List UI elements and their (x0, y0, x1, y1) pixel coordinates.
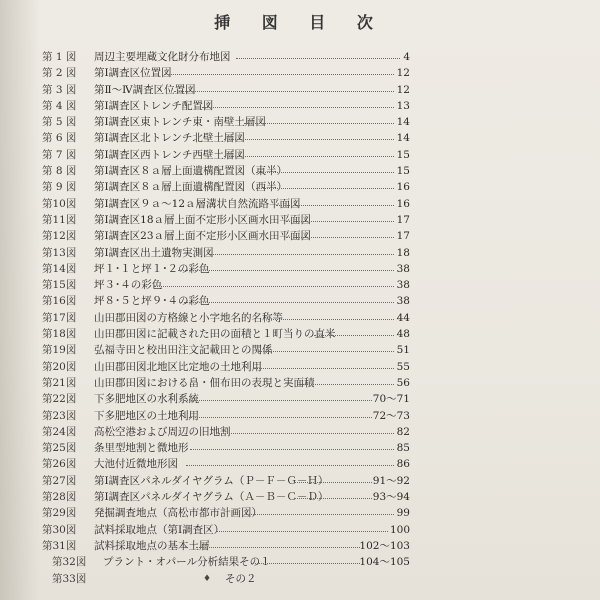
list-item (0, 114, 600, 130)
page-number: 16 (396, 181, 410, 194)
dot-leader (184, 400, 372, 401)
list-item (0, 456, 600, 472)
figure-title: 第Ⅰ調査区北トレンチ北壁土層図 (94, 132, 245, 145)
list-item (0, 179, 600, 195)
page-number: 91～92 (372, 474, 410, 487)
dot-leader (253, 563, 360, 564)
figure-number: 第27図 (42, 474, 77, 487)
list-item (0, 505, 600, 521)
list-item (0, 342, 600, 358)
list-item (0, 261, 600, 277)
list-item (0, 163, 600, 179)
list-item (0, 391, 600, 407)
figure-title: 周辺主要埋蔵文化財分布地図 (94, 51, 231, 63)
dot-leader (196, 547, 360, 548)
list-item (0, 571, 600, 587)
page-number: 86 (396, 458, 410, 471)
list-item (0, 489, 600, 505)
figure-number: 第 5 図 (42, 116, 77, 129)
figure-number: 第22図 (42, 393, 77, 406)
list-item (0, 82, 600, 98)
page-number: 104～105 (359, 556, 410, 569)
page-number: 12 (396, 83, 410, 96)
list-item (0, 538, 600, 554)
dot-leader (184, 417, 372, 418)
figure-number: 第 8 図 (42, 165, 77, 178)
figure-title: 山田郡田図北地区比定地の土地利用 (94, 360, 262, 373)
figure-title: 山田郡田図における畠・佃布田の表現と実面積 (94, 376, 315, 389)
figure-title: 第Ⅰ調査区出土遺物実測図 (94, 246, 214, 259)
figure-number: 第15図 (42, 279, 77, 292)
figure-number: 第29図 (42, 507, 77, 520)
figure-title: 第Ⅱ～Ⅳ調査区位置図 (94, 83, 196, 96)
figure-title: 山田郡田図に記載された田の面積と１町当りの直米 (94, 328, 336, 341)
figure-title: 第Ⅰ調査区トレンチ配置図 (94, 99, 214, 112)
page-number: 70～71 (372, 393, 410, 406)
figure-number: 第23図 (42, 409, 77, 422)
page-number: 56 (396, 376, 410, 389)
page-number: 38 (396, 295, 410, 308)
footer-mark: ♦ (203, 574, 212, 584)
figure-title: 大池付近微地形図 (94, 458, 178, 471)
figure-title: 下多肥地区の水利系統 (94, 393, 199, 406)
figure-title: 第Ⅰ調査区パネルダイヤグラム（Ｐ－Ｆ－Ｇ－Ｈ） (94, 474, 329, 487)
page-number: 85 (396, 442, 410, 455)
figure-title: 第Ⅰ調査区８ａ層上面遺構配置図（西半） (94, 181, 288, 194)
page-number: 15 (396, 148, 410, 161)
page-number: 44 (396, 311, 410, 324)
list-item (0, 277, 600, 293)
list-item (0, 554, 600, 570)
page-number: 93～94 (372, 491, 410, 504)
page-number: 15 (396, 165, 410, 178)
list-item (0, 65, 600, 81)
figure-title: 第Ⅰ調査区東トレンチ東・南壁土層図 (94, 116, 266, 129)
figure-number: 第28図 (42, 491, 77, 504)
page-number: 99 (396, 507, 410, 520)
figure-title: 第Ⅰ調査区９ａ～12ａ層溝状自然流路平面図 (94, 197, 301, 210)
list-item (0, 130, 600, 146)
figure-title: 高松空港および周辺の旧地割 (94, 425, 231, 438)
list-item (0, 408, 600, 424)
figure-title: 試料採取地点の基本土層 (94, 539, 210, 552)
figure-number: 第32図 (52, 556, 87, 569)
figure-number: 第26図 (42, 458, 77, 471)
figure-title: 条里型地割と微地形 (94, 442, 189, 455)
figure-title: 第Ⅰ調査区パネルダイヤグラム（Ａ－Ｂ－Ｃ－Ｄ） (94, 491, 329, 504)
figure-number: 第20図 (42, 360, 77, 373)
figure-number: 第 1 図 (42, 51, 77, 63)
list-item (0, 245, 600, 261)
figure-title: 第Ⅰ調査区23ａ層上面不定形小区画水田平面図 (94, 230, 312, 243)
figure-title: 第Ⅰ調査区18ａ層上面不定形小区画水田平面図 (94, 213, 312, 226)
figure-title: 弘福寺田と校出田注文記載田との関係 (94, 344, 273, 357)
page-number: 18 (396, 246, 410, 259)
figure-number: 第30図 (42, 523, 77, 536)
figure-number: 第16図 (42, 295, 77, 308)
page-number: 13 (396, 99, 410, 112)
figure-list (0, 49, 600, 587)
figure-number: 第14図 (42, 262, 77, 275)
figure-number: 第24図 (42, 425, 77, 438)
figure-title: 第Ⅰ調査区８ａ層上面遺構配置図（東半） (94, 165, 288, 178)
page-number: 38 (396, 262, 410, 275)
figure-number: 第18図 (42, 328, 77, 341)
page-number: 48 (396, 328, 410, 341)
figure-number: 第33図 (52, 572, 87, 585)
page-number: 17 (396, 230, 410, 243)
figure-title: 坪１･１と坪１･２の彩色 (94, 262, 210, 275)
list-item (0, 49, 600, 65)
page-number: 14 (396, 132, 410, 145)
figure-number: 第 6 図 (42, 132, 77, 145)
figure-title: 試料採取地点（第Ⅰ調査区） (94, 523, 225, 536)
figure-title: 坪８･５と坪９･４の彩色 (94, 295, 210, 308)
figure-number: 第 7 図 (42, 148, 77, 161)
figure-number: 第13図 (42, 246, 77, 259)
page-number: 14 (396, 116, 410, 129)
figure-number: 第12図 (42, 230, 77, 243)
figure-number: 第11図 (42, 213, 77, 226)
figure-number: 第31図 (42, 539, 77, 552)
list-item (0, 212, 600, 228)
list-item (0, 98, 600, 114)
list-item (0, 440, 600, 456)
list-item (0, 196, 600, 212)
figure-number: 第 3 図 (42, 83, 77, 96)
list-item (0, 522, 600, 538)
figure-number: 第 2 図 (42, 67, 77, 80)
list-item (0, 147, 600, 163)
figure-number: 第21図 (42, 376, 77, 389)
page-number: 100 (389, 523, 410, 536)
figure-number: 第 9 図 (42, 181, 77, 194)
figure-number: 第25図 (42, 442, 77, 455)
list-item (0, 375, 600, 391)
page-number: 12 (396, 67, 410, 80)
figure-title: 下多肥地区の土地利用 (94, 409, 199, 422)
page-number: 4 (403, 51, 410, 63)
list-item (0, 228, 600, 244)
page-number: 55 (396, 360, 410, 373)
list-item (0, 310, 600, 326)
page-number: 82 (396, 425, 410, 438)
list-item (0, 326, 600, 342)
list-item (0, 473, 600, 489)
list-item (0, 424, 600, 440)
figure-title: 坪３･４の彩色 (94, 279, 163, 292)
figure-number: 第19図 (42, 344, 77, 357)
list-item (0, 359, 600, 375)
page-number: 102～103 (359, 539, 410, 552)
page-title: 挿 図 目 次 (214, 13, 386, 32)
figure-number: 第10図 (42, 197, 77, 210)
figure-number: 第 4 図 (42, 99, 77, 112)
list-item (0, 293, 600, 309)
figure-title: プラント・オパール分析結果その１ (103, 556, 271, 569)
figure-title: 第Ⅰ調査区位置図 (94, 67, 172, 80)
page-number: 51 (396, 344, 410, 357)
page-number: 16 (396, 197, 410, 210)
figure-title: 山田郡田図の方格線と小字地名的名称等 (94, 311, 283, 324)
figure-number: 第17図 (42, 311, 77, 324)
page-number: 38 (396, 279, 410, 292)
page-number: 72～73 (372, 409, 410, 422)
figure-title: 発掘調査地点（高松市都市計画図） (94, 507, 262, 520)
page-number: 17 (396, 213, 410, 226)
figure-title: 第Ⅰ調査区西トレンチ西壁土層図 (94, 148, 245, 161)
figure-title: その２ (225, 572, 257, 585)
